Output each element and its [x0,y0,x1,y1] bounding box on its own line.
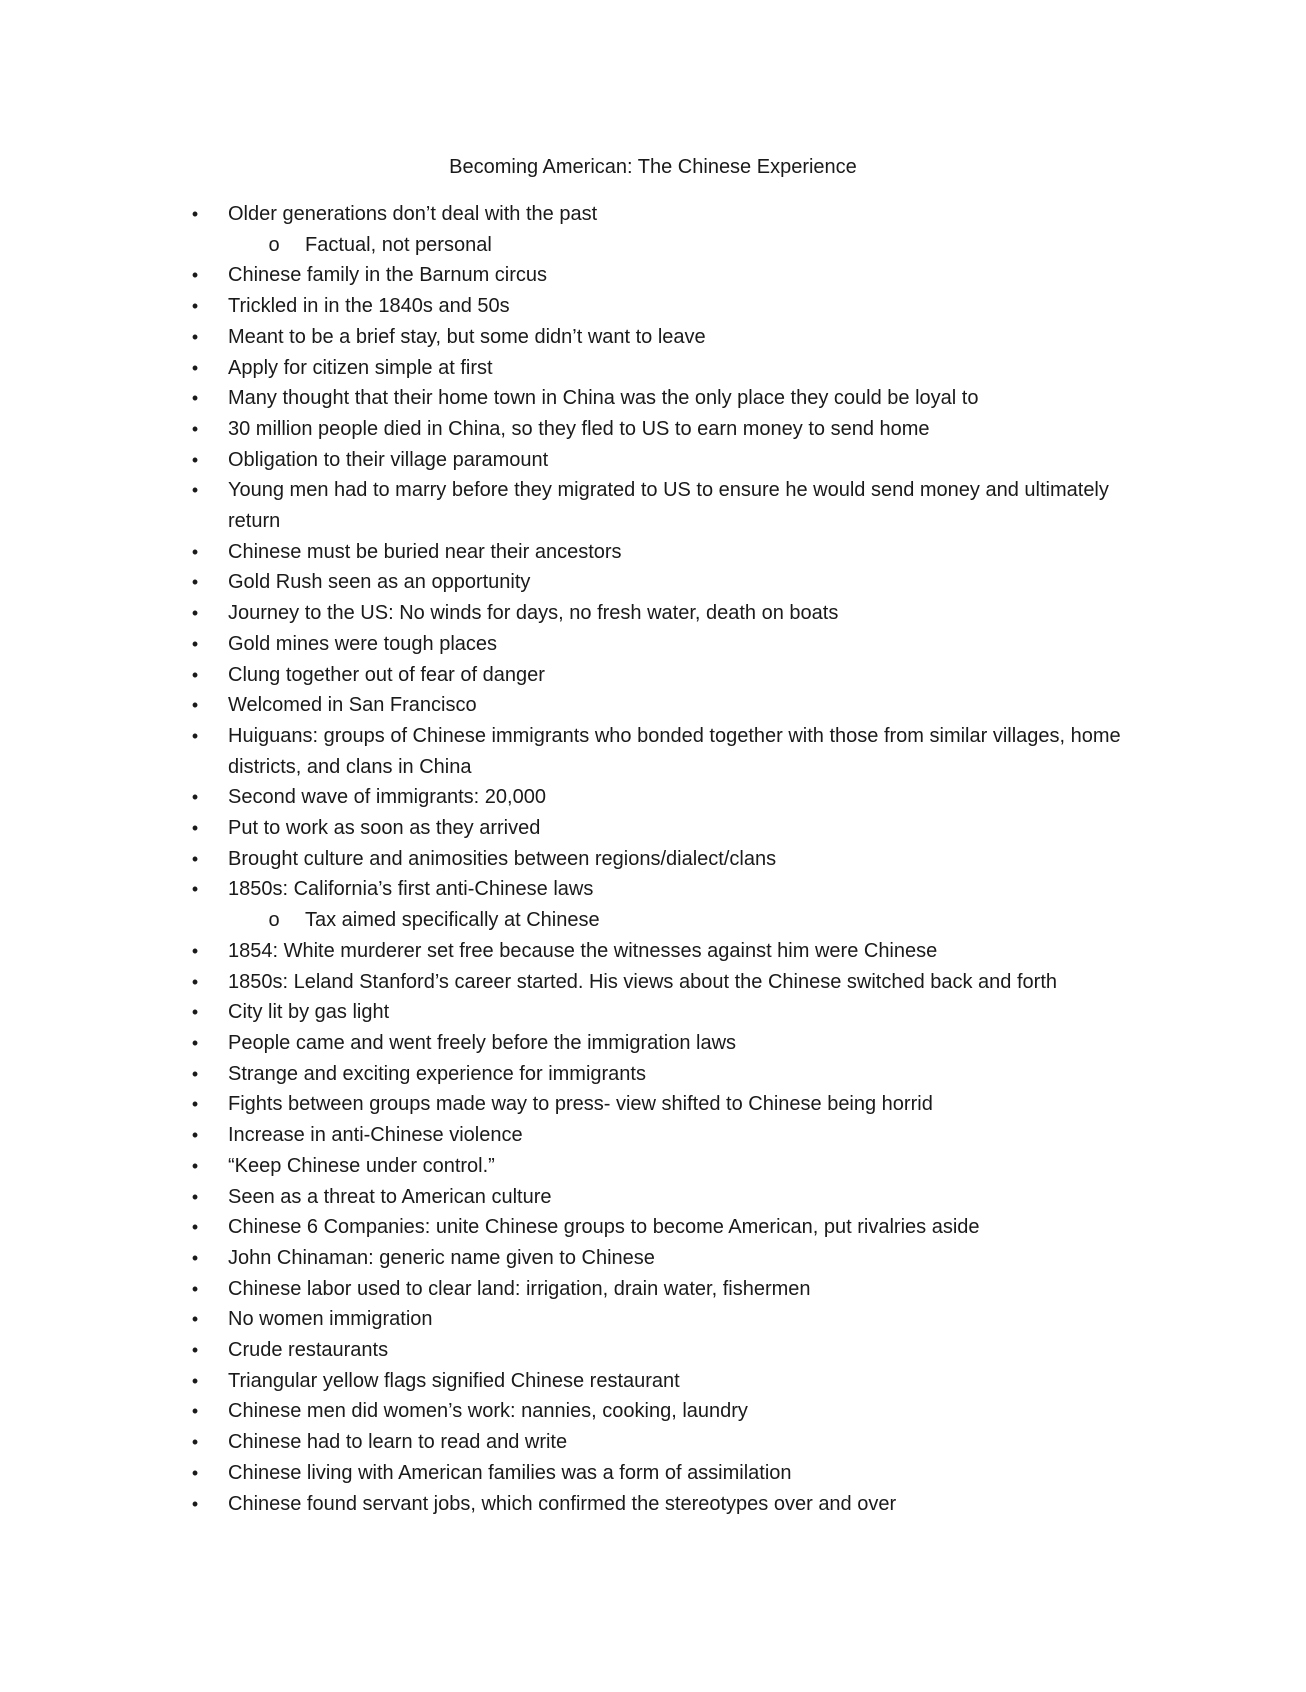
list-item-text: Trickled in in the 1840s and 50s [228,295,510,318]
list-item [0,844,1306,875]
bullet-icon: • [191,572,199,593]
list-item [0,1028,1306,1059]
list-item [0,1489,1306,1520]
bullet-icon: • [191,480,199,501]
list-item-text: Chinese had to learn to read and write [228,1431,568,1454]
list-item [0,1120,1306,1151]
list-item-text: Gold Rush seen as an opportunity [228,571,531,594]
list-item-text: Brought culture and animosities between regions/dialect/clans [228,847,777,870]
list-item-text: Clung together out of fear of danger [228,663,545,686]
bullet-icon: • [191,1094,199,1115]
bullet-icon: • [191,1217,199,1238]
list-item [0,1396,1306,1427]
bullet-icon: • [191,818,199,839]
list-item [0,1243,1306,1274]
list-item [0,690,1306,721]
list-item-text: City lit by gas light [228,1001,390,1024]
list-item [0,874,1306,905]
list-item-text: Meant to be a brief stay, but some didn’t want to leave [228,325,706,348]
bullet-icon: • [191,940,199,961]
list-item-text: Welcomed in San Francisco [228,694,477,717]
list-item [0,1089,1306,1120]
list-item-text: Seen as a threat to American culture [228,1185,552,1208]
list-item [0,1212,1306,1243]
bullet-icon: • [191,1032,199,1053]
list-item [0,782,1306,813]
list-item-text: Chinese living with American families was a form of assimilation [228,1461,792,1484]
list-item [0,1182,1306,1213]
list-item [0,1304,1306,1335]
list-item [0,936,1306,967]
bullet-icon: • [191,326,199,347]
list-item-text: Second wave of immigrants: 20,000 [228,786,546,809]
bullet-icon: • [191,664,199,685]
bullet-icon: • [191,265,199,286]
list-item [0,967,1306,998]
sub-list-item [0,905,1306,936]
list-item-text: People came and went freely before the immigration laws [228,1031,737,1054]
list-item-text: Chinese 6 Companies: unite Chinese groups to become American, put rivalries aside [228,1216,980,1239]
list-item [0,383,1306,414]
list-item-text: Chinese labor used to clear land: irrigation, drain water, fishermen [228,1277,811,1300]
bullet-icon: • [191,1462,199,1483]
list-item [0,629,1306,660]
list-item-text: Fights between groups made way to press- view shifted to Chinese being horrid [228,1093,933,1116]
list-item [0,1335,1306,1366]
list-item [0,1366,1306,1397]
list-item [0,322,1306,353]
list-item-text: Factual, not personal [305,233,492,256]
list-item [0,660,1306,691]
list-item [0,1458,1306,1489]
list-item [0,199,1306,230]
bullet-icon: • [191,695,199,716]
bullet-icon: • [191,296,199,317]
bullet-icon: • [191,449,199,470]
list-item [0,721,1306,782]
list-item-text: Chinese men did women’s work: nannies, cooking, laundry [228,1400,748,1423]
list-item-text: Put to work as soon as they arrived [228,817,541,840]
bullet-icon: • [191,848,199,869]
bullet-icon: • [191,1155,199,1176]
list-item-text: Journey to the US: No winds for days, no fresh water, death on boats [228,602,839,625]
list-item-text: Chinese found servant jobs, which confirmed the stereotypes over and over [228,1492,897,1515]
list-item [0,1151,1306,1182]
list-item-text: 1850s: Leland Stanford’s career started. His views about the Chinese switched back and forth [228,970,1057,993]
list-item [0,567,1306,598]
list-item [0,414,1306,445]
bullet-icon: • [191,1493,199,1514]
bullet-icon: • [191,204,199,224]
bullet-icon: • [191,1340,199,1361]
bullet-icon: • [191,418,199,439]
list-item-text: Triangular yellow flags signified Chinese restaurant [228,1369,680,1392]
list-item-text: Chinese family in the Barnum circus [228,264,548,287]
bullet-icon: • [191,879,199,900]
bullet-icon: • [191,1002,199,1023]
bullet-icon: • [191,1186,199,1207]
list-item [0,1427,1306,1458]
list-item-text: No women immigration [228,1308,433,1331]
list-item-text: Crude restaurants [228,1339,389,1362]
bullet-icon: • [191,603,199,624]
list-item-text: Many thought that their home town in China was the only place they could be loyal to [228,387,979,410]
bullet-icon: • [191,1309,199,1330]
list-item [0,445,1306,476]
list-item-text: John Chinaman: generic name given to Chinese [228,1246,655,1269]
bullet-icon: • [191,1370,199,1391]
bullet-icon: • [191,787,199,808]
bullet-icon: • [191,725,199,746]
list-item-text: Young men had to marry before they migrated to US to ensure he would send money and ultimately return [228,479,1109,533]
list-item-text: 1854: White murderer set free because the witnesses against him were Chinese [228,939,938,962]
bullet-icon: • [191,1125,199,1146]
list-item [0,537,1306,568]
bullet-icon: • [191,1278,199,1299]
bullet-icon: • [191,1247,199,1268]
hollow-bullet-icon: o [268,233,280,256]
bullet-icon: • [191,633,199,654]
list-item-text: Chinese must be buried near their ancestors [228,540,622,563]
bullet-icon: • [191,541,199,562]
bullet-icon: • [191,1432,199,1453]
list-item [0,475,1306,536]
bullet-icon: • [191,1401,199,1422]
list-item-text: Strange and exciting experience for immigrants [228,1062,646,1085]
list-item-text: 30 million people died in China, so they fled to US to earn money to send home [228,417,930,440]
sub-list-item [0,230,1306,261]
bullet-icon: • [191,357,199,378]
list-item-text: Obligation to their village paramount [228,448,549,471]
list-item-text: Tax aimed specifically at Chinese [305,909,600,932]
list-item-text: Apply for citizen simple at first [228,356,493,379]
list-item [0,353,1306,384]
list-item [0,813,1306,844]
list-item [0,1274,1306,1305]
list-item-text: Older generations don’t deal with the past [228,203,598,225]
document-title: Becoming American: The Chinese Experience [449,156,857,178]
list-item [0,997,1306,1028]
list-item-text: Huiguans: groups of Chinese immigrants who bonded together with those from similar villages, home districts, and clans in China [228,724,1121,778]
list-item-text: 1850s: California’s first anti-Chinese laws [228,878,594,901]
list-item-text: Gold mines were tough places [228,632,498,655]
bullet-icon: • [191,971,199,992]
list-item [0,291,1306,322]
list-item [0,1059,1306,1090]
list-item [0,598,1306,629]
list-item-text: “Keep Chinese under control.” [228,1154,495,1177]
bullet-icon: • [191,1063,199,1084]
notes-list [0,199,1306,1519]
bullet-icon: • [191,388,199,409]
list-item-text: Increase in anti-Chinese violence [228,1124,523,1147]
hollow-bullet-icon: o [268,909,280,932]
list-item [0,260,1306,291]
